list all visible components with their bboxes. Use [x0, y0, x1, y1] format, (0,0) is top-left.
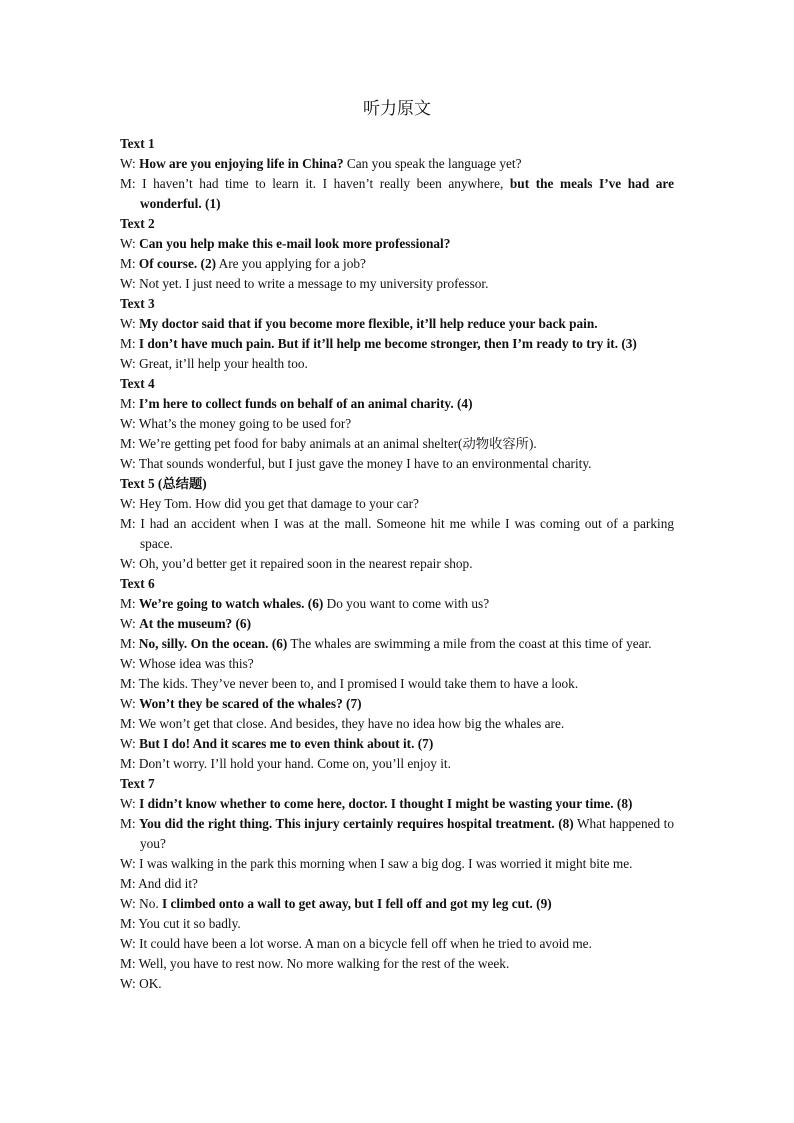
speaker-label: W: [120, 236, 136, 251]
answer-text: Won’t they be scared of the whales? (7) [139, 696, 362, 711]
speaker-label: W: [120, 896, 136, 911]
section-heading: Text 7 [120, 776, 155, 791]
speaker-label: W: [120, 696, 136, 711]
section-heading: Text 4 [120, 376, 155, 391]
section-heading: Text 1 [120, 136, 155, 151]
answer-text: but the meals I’ve had are wonderful. (1) [140, 176, 674, 211]
dialogue-line [120, 954, 674, 974]
speaker-label: M: [120, 516, 136, 531]
dialogue-text: It could have been a lot worse. A man on a bicycle fell off when he tried to avoid me. [139, 936, 592, 951]
dialogue-line [120, 514, 674, 554]
speaker-label: M: [120, 676, 136, 691]
answer-text: Of course. (2) [138, 256, 217, 271]
section-heading: Text 3 [120, 296, 155, 311]
section-heading: Text 2 [120, 216, 155, 231]
speaker-label: W: [120, 656, 136, 671]
dialogue-line [120, 734, 674, 754]
dialogue-text: Hey Tom. How did you get that damage to your car? [139, 496, 419, 511]
dialogue-text: Great, it’ll help your health too. [139, 356, 308, 371]
dialogue-text: The whales are swimming a mile from the coast at this time of year. [287, 636, 652, 651]
dialogue-text: I was walking in the park this morning when I saw a big dog. I was worried it might bite me. [139, 856, 633, 871]
dialogue-text: Don’t worry. I’ll hold your hand. Come on, you’ll enjoy it. [138, 756, 451, 771]
dialogue-text: Oh, you’d better get it repaired soon in the nearest repair shop. [139, 556, 473, 571]
dialogue-line [120, 694, 674, 714]
speaker-label: M: [120, 336, 136, 351]
dialogue-text: Do you want to come with us? [323, 596, 490, 611]
page-title: 听力原文 [363, 99, 431, 119]
dialogue-line [120, 914, 674, 934]
speaker-label: W: [120, 936, 136, 951]
dialogue-line [120, 594, 674, 614]
dialogue-line [120, 894, 674, 914]
answer-text: How are you enjoying life in China? [139, 156, 344, 171]
dialogue-line [120, 394, 674, 414]
answer-text: At the museum? (6) [139, 616, 251, 631]
dialogue-text: Well, you have to rest now. No more walking for the rest of the week. [138, 956, 510, 971]
speaker-label: W: [120, 496, 136, 511]
dialogue-text: That sounds wonderful, but I just gave the money I have to an environmental charity. [138, 456, 592, 471]
answer-text: I’m here to collect funds on behalf of an animal charity. (4) [138, 396, 473, 411]
dialogue-line [120, 154, 674, 174]
speaker-label: W: [120, 856, 136, 871]
speaker-label: M: [120, 596, 136, 611]
dialogue-line [120, 654, 674, 674]
speaker-label: M: [120, 816, 136, 831]
answer-text: My doctor said that if you become more flexible, it’ll help reduce your back pain. [139, 316, 598, 331]
speaker-label: W: [120, 356, 136, 371]
dialogue-text: I haven’t had time to learn it. I haven’t really been anywhere, [142, 176, 510, 191]
speaker-label: M: [120, 436, 136, 451]
answer-text: You did the right thing. This injury certainly requires hospital treatment. (8) [139, 816, 574, 831]
speaker-label: M: [120, 756, 136, 771]
dialogue-line [120, 674, 674, 694]
speaker-label: M: [120, 256, 136, 271]
dialogue-line [120, 874, 674, 894]
dialogue-line [120, 634, 674, 654]
dialogue-text: We’re getting pet food for baby animals at an animal shelter(动物收容所). [138, 436, 537, 451]
answer-text: I don’t have much pain. But if it’ll help me become stronger, then I’m ready to try it. (3) [138, 336, 637, 351]
dialogue-line [120, 854, 674, 874]
section-heading: Text 5 (总结题) [120, 476, 207, 491]
speaker-label: M: [120, 876, 136, 891]
dialogue-text: We won’t get that close. And besides, they have no idea how big the whales are. [138, 716, 565, 731]
answer-text: We’re going to watch whales. (6) [138, 596, 324, 611]
dialogue-line [120, 174, 674, 214]
speaker-label: M: [120, 176, 136, 191]
speaker-label: W: [120, 156, 136, 171]
dialogue-line [120, 754, 674, 774]
dialogue-line [120, 434, 674, 454]
dialogue-line [120, 714, 674, 734]
dialogue-text: I had an accident when I was at the mall. Someone hit me while I was coming out of a parking space. [140, 516, 674, 551]
speaker-label: W: [120, 556, 136, 571]
answer-text: I didn’t know whether to come here, doctor. I thought I might be wasting your time. (8) [139, 796, 633, 811]
dialogue-text: No. [139, 896, 162, 911]
dialogue-text: OK. [139, 976, 162, 991]
dialogue-line [120, 934, 674, 954]
dialogue-line [120, 494, 674, 514]
dialogue-text: Can you speak the language yet? [343, 156, 522, 171]
answer-text: Can you help make this e-mail look more professional? [139, 236, 451, 251]
speaker-label: W: [120, 456, 136, 471]
speaker-label: W: [120, 736, 136, 751]
dialogue-line [120, 614, 674, 634]
dialogue-line [120, 354, 674, 374]
answer-text: I climbed onto a wall to get away, but I fell off and got my leg cut. (9) [162, 896, 552, 911]
dialogue-line [120, 814, 674, 854]
dialogue-line [120, 554, 674, 574]
speaker-label: M: [120, 956, 136, 971]
dialogue-text: What’s the money going to be used for? [138, 416, 352, 431]
speaker-label: M: [120, 916, 136, 931]
dialogue-line [120, 274, 674, 294]
speaker-label: W: [120, 276, 136, 291]
answer-text: But I do! And it scares me to even think about it. (7) [139, 736, 434, 751]
speaker-label: W: [120, 316, 136, 331]
dialogue-text: The kids. They’ve never been to, and I promised I would take them to have a look. [138, 676, 579, 691]
speaker-label: M: [120, 716, 136, 731]
dialogue-line [120, 314, 674, 334]
speaker-label: W: [120, 796, 136, 811]
transcript-body [120, 134, 674, 994]
dialogue-text: You cut it so badly. [138, 916, 241, 931]
dialogue-line [120, 454, 674, 474]
speaker-label: M: [120, 636, 136, 651]
dialogue-line [120, 254, 674, 274]
answer-text: No, silly. On the ocean. (6) [138, 636, 288, 651]
section-heading: Text 6 [120, 576, 155, 591]
speaker-label: M: [120, 396, 136, 411]
speaker-label: W: [120, 976, 136, 991]
speaker-label: W: [120, 616, 136, 631]
dialogue-text: What happened to you? [140, 816, 675, 851]
dialogue-line [120, 334, 674, 354]
dialogue-line [120, 794, 674, 814]
dialogue-text: And did it? [138, 876, 198, 891]
dialogue-line [120, 974, 674, 994]
dialogue-line [120, 414, 674, 434]
dialogue-text: Not yet. I just need to write a message to my university professor. [139, 276, 489, 291]
dialogue-text: Whose idea was this? [138, 656, 254, 671]
dialogue-text: Are you applying for a job? [216, 256, 366, 271]
dialogue-line [120, 234, 674, 254]
speaker-label: W: [120, 416, 136, 431]
